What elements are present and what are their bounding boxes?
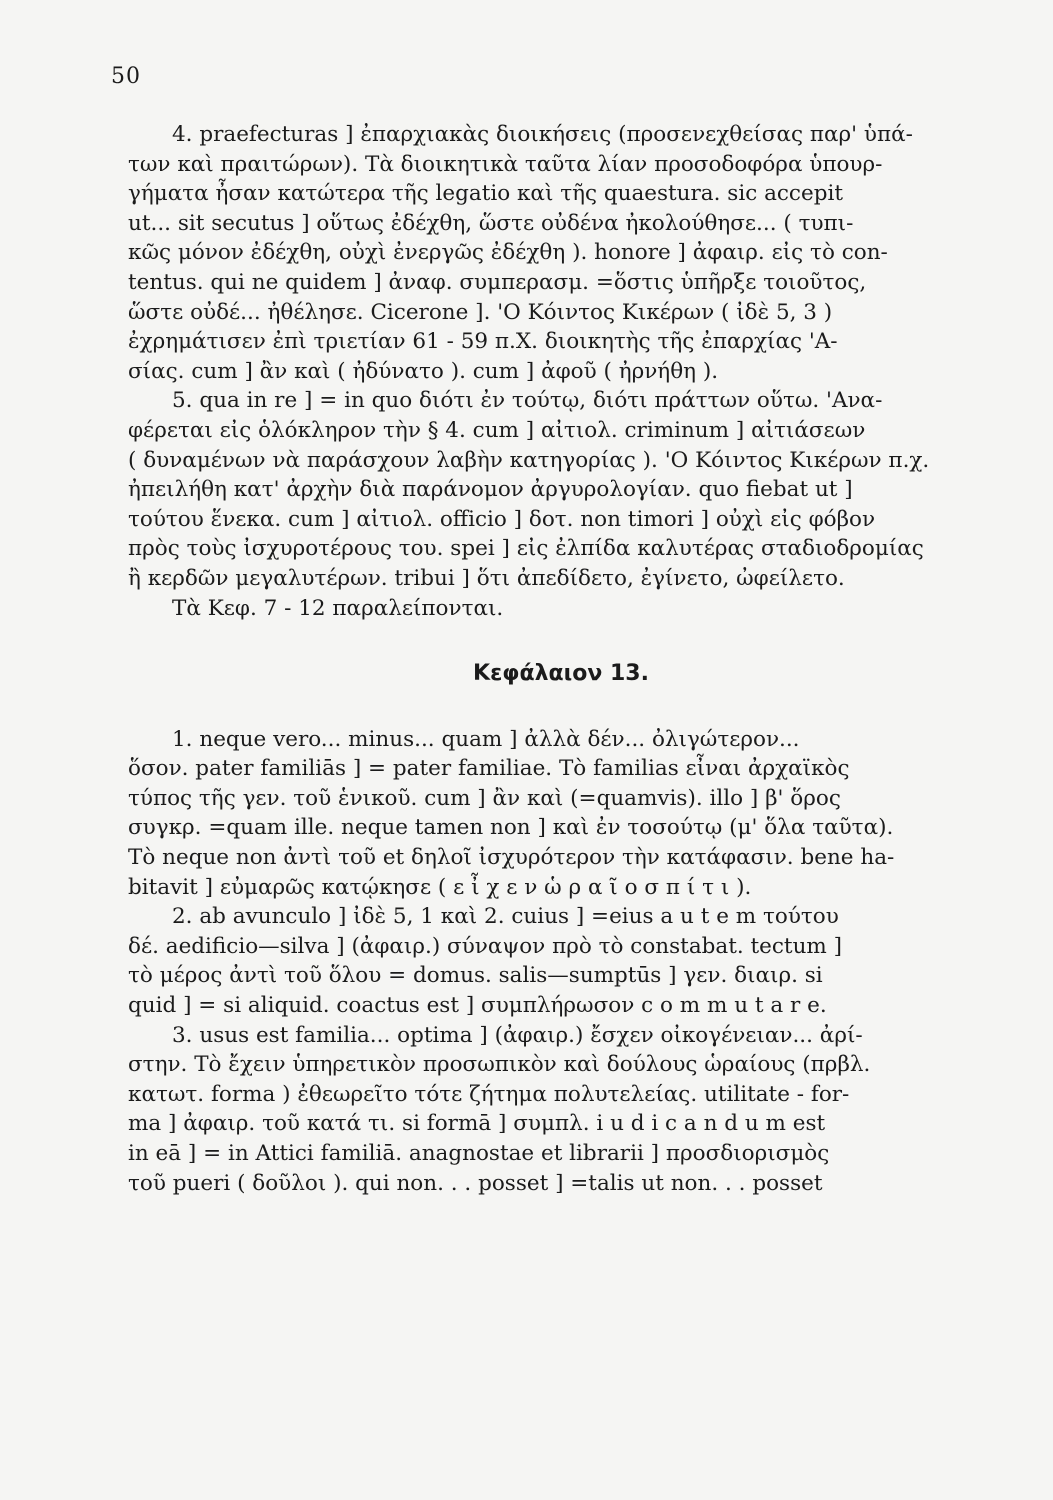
text-line: φέρεται εἰς ὁλόκληρον τὴν § 4. cum ] αἰτιολ. criminum ] αἰτιάσεων — [128, 417, 866, 443]
text-line: ut... sit secutus ] οὕτως ἐδέχθη, ὥστε οὐδένα ἠκολούθησε... ( τυπι- — [128, 210, 854, 236]
text-line: Τὸ neque non ἀντὶ τοῦ et δηλοῖ ἰσχυρότερον τὴν κατάφασιν. bene ha- — [128, 845, 895, 871]
text-line: κῶς μόνον ἐδέχθη, οὐχὶ ἐνεργῶς ἐδέχθη ). honore ] ἀφαιρ. εἰς τὸ con- — [128, 240, 888, 266]
text-line: γήματα ἦσαν κατώτερα τῆς legatio καὶ τῆς quaestura. sic accepit — [128, 181, 843, 207]
text-line: ἢ κερδῶν μεγαλυτέρων. tribui ] ὅτι ἀπεδίδετο, ἐγίνετο, ὠφείλετο. — [128, 565, 845, 591]
text-line: στην. Τὸ ἔχειν ὑπηρετικὸν προσωπικὸν καὶ δούλους ὡραίους (πρβλ. — [128, 1052, 871, 1078]
text-line: τὸ μέρος ἀντὶ τοῦ ὅλου = domus. salis—sumptūs ] γεν. διαιρ. si — [128, 963, 823, 989]
text-line: Τὰ Κεφ. 7 - 12 παραλείπονται. — [172, 595, 504, 621]
text-line: tentus. qui ne quidem ] ἀναφ. συμπερασμ. =ὅστις ὑπῆρξε τοιοῦτος, — [128, 269, 867, 295]
section-commentary-chapter-6 — [128, 120, 994, 623]
text-line: σίας. cum ] ἂν καὶ ( ἠδύνατο ). cum ] ἀφοῦ ( ἠρνήθη ). — [128, 358, 719, 384]
page-number: 50 — [111, 64, 141, 89]
text-line: ὅσον. pater familiās ] = pater familiae. Τὸ familias εἶναι ἀρχαϊκὸς — [128, 756, 850, 782]
text-line: ma ] ἀφαιρ. τοῦ κατά τι. si formā ] συμπλ. i u d i c a n d u m est — [128, 1111, 826, 1137]
text-line: των καὶ πραιτώρων). Τὰ διοικητικὰ ταῦτα λίαν προσοδοφόρα ὑπουρ- — [128, 151, 883, 177]
text-line: ὥστε οὐδέ... ἠθέλησε. Cicerone ]. 'Ο Κόιντος Κικέρων ( ἰδὲ 5, 3 ) — [128, 299, 833, 325]
text-line: κατωτ. forma ) ἐθεωρεῖτο τότε ζήτημα πολυτελείας. utilitate - for- — [128, 1081, 850, 1107]
chapter-heading: Κεφάλαιον 13. — [473, 661, 649, 687]
text-line: 4. praefecturas ] ἐπαρχιακὰς διοικήσεις (προσενεχθείσας παρ' ὑπά- — [172, 122, 913, 147]
text-line: συγκρ. =quam ille. neque tamen non ] καὶ ἐν τοσούτῳ (μ' ὅλα ταῦτα). — [128, 815, 894, 841]
text-line: τοῦ pueri ( δοῦλοι ). qui non. . . posset ] =talis ut non. . . posset — [128, 1170, 823, 1196]
text-line: τούτου ἕνεκα. cum ] αἰτιολ. officio ] δοτ. non timori ] οὐχὶ εἰς φόβον — [128, 506, 876, 532]
text-line: πρὸς τοὺς ἰσχυροτέρους του. spei ] εἰς ἐλπίδα καλυτέρας σταδιοδρομίας — [128, 536, 924, 562]
text-line: τύπος τῆς γεν. τοῦ ἑνικοῦ. cum ] ἂν καὶ (=quamvis). illo ] β' ὅρος — [128, 785, 841, 811]
section-commentary-chapter-13 — [128, 725, 994, 1199]
page-body — [128, 120, 994, 1198]
text-line: δέ. aedificio—silva ] (ἀφαιρ.) σύναψον πρὸ τὸ constabat. tectum ] — [128, 933, 843, 959]
text-line: in eā ] = in Attici familiā. anagnostae et librarii ] προσδιορισμὸς — [128, 1141, 830, 1166]
text-line: ( δυναμένων νὰ παράσχουν λαβὴν κατηγορίας ). 'Ο Κόιντος Κικέρων π.χ. — [128, 447, 930, 473]
text-line: 1. neque vero... minus... quam ] ἀλλὰ δέν... ὀλιγώτερον... — [172, 726, 800, 752]
text-line: 3. usus est familia... optima ] (ἀφαιρ.) ἔσχεν οἰκογένειαν... ἀρί- — [172, 1022, 863, 1048]
text-line: 5. qua in re ] = in quo διότι ἐν τούτῳ, διότι πράττων οὕτω. 'Ανα- — [172, 388, 883, 414]
text-line: ἐχρημάτισεν ἐπὶ τριετίαν 61 - 59 π.Χ. διοικητὴς τῆς ἐπαρχίας 'Α- — [128, 329, 838, 355]
text-line: bitavit ] εὐμαρῶς κατῴκησε ( ε ἶ χ ε ν ὡ ρ α ῖ ο σ π ί τ ι ). — [128, 874, 752, 900]
text-line: ἠπειλήθη κατ' ἀρχὴν διὰ παράνομον ἀργυρολογίαν. quo fiebat ut ] — [128, 477, 853, 503]
text-line: 2. ab avunculo ] ἰδὲ 5, 1 καὶ 2. cuius ] =eius a u t e m τούτου — [172, 904, 839, 930]
text-line: quid ] = si aliquid. coactus est ] συμπλήρωσον c o m m u t a r e. — [128, 993, 827, 1019]
